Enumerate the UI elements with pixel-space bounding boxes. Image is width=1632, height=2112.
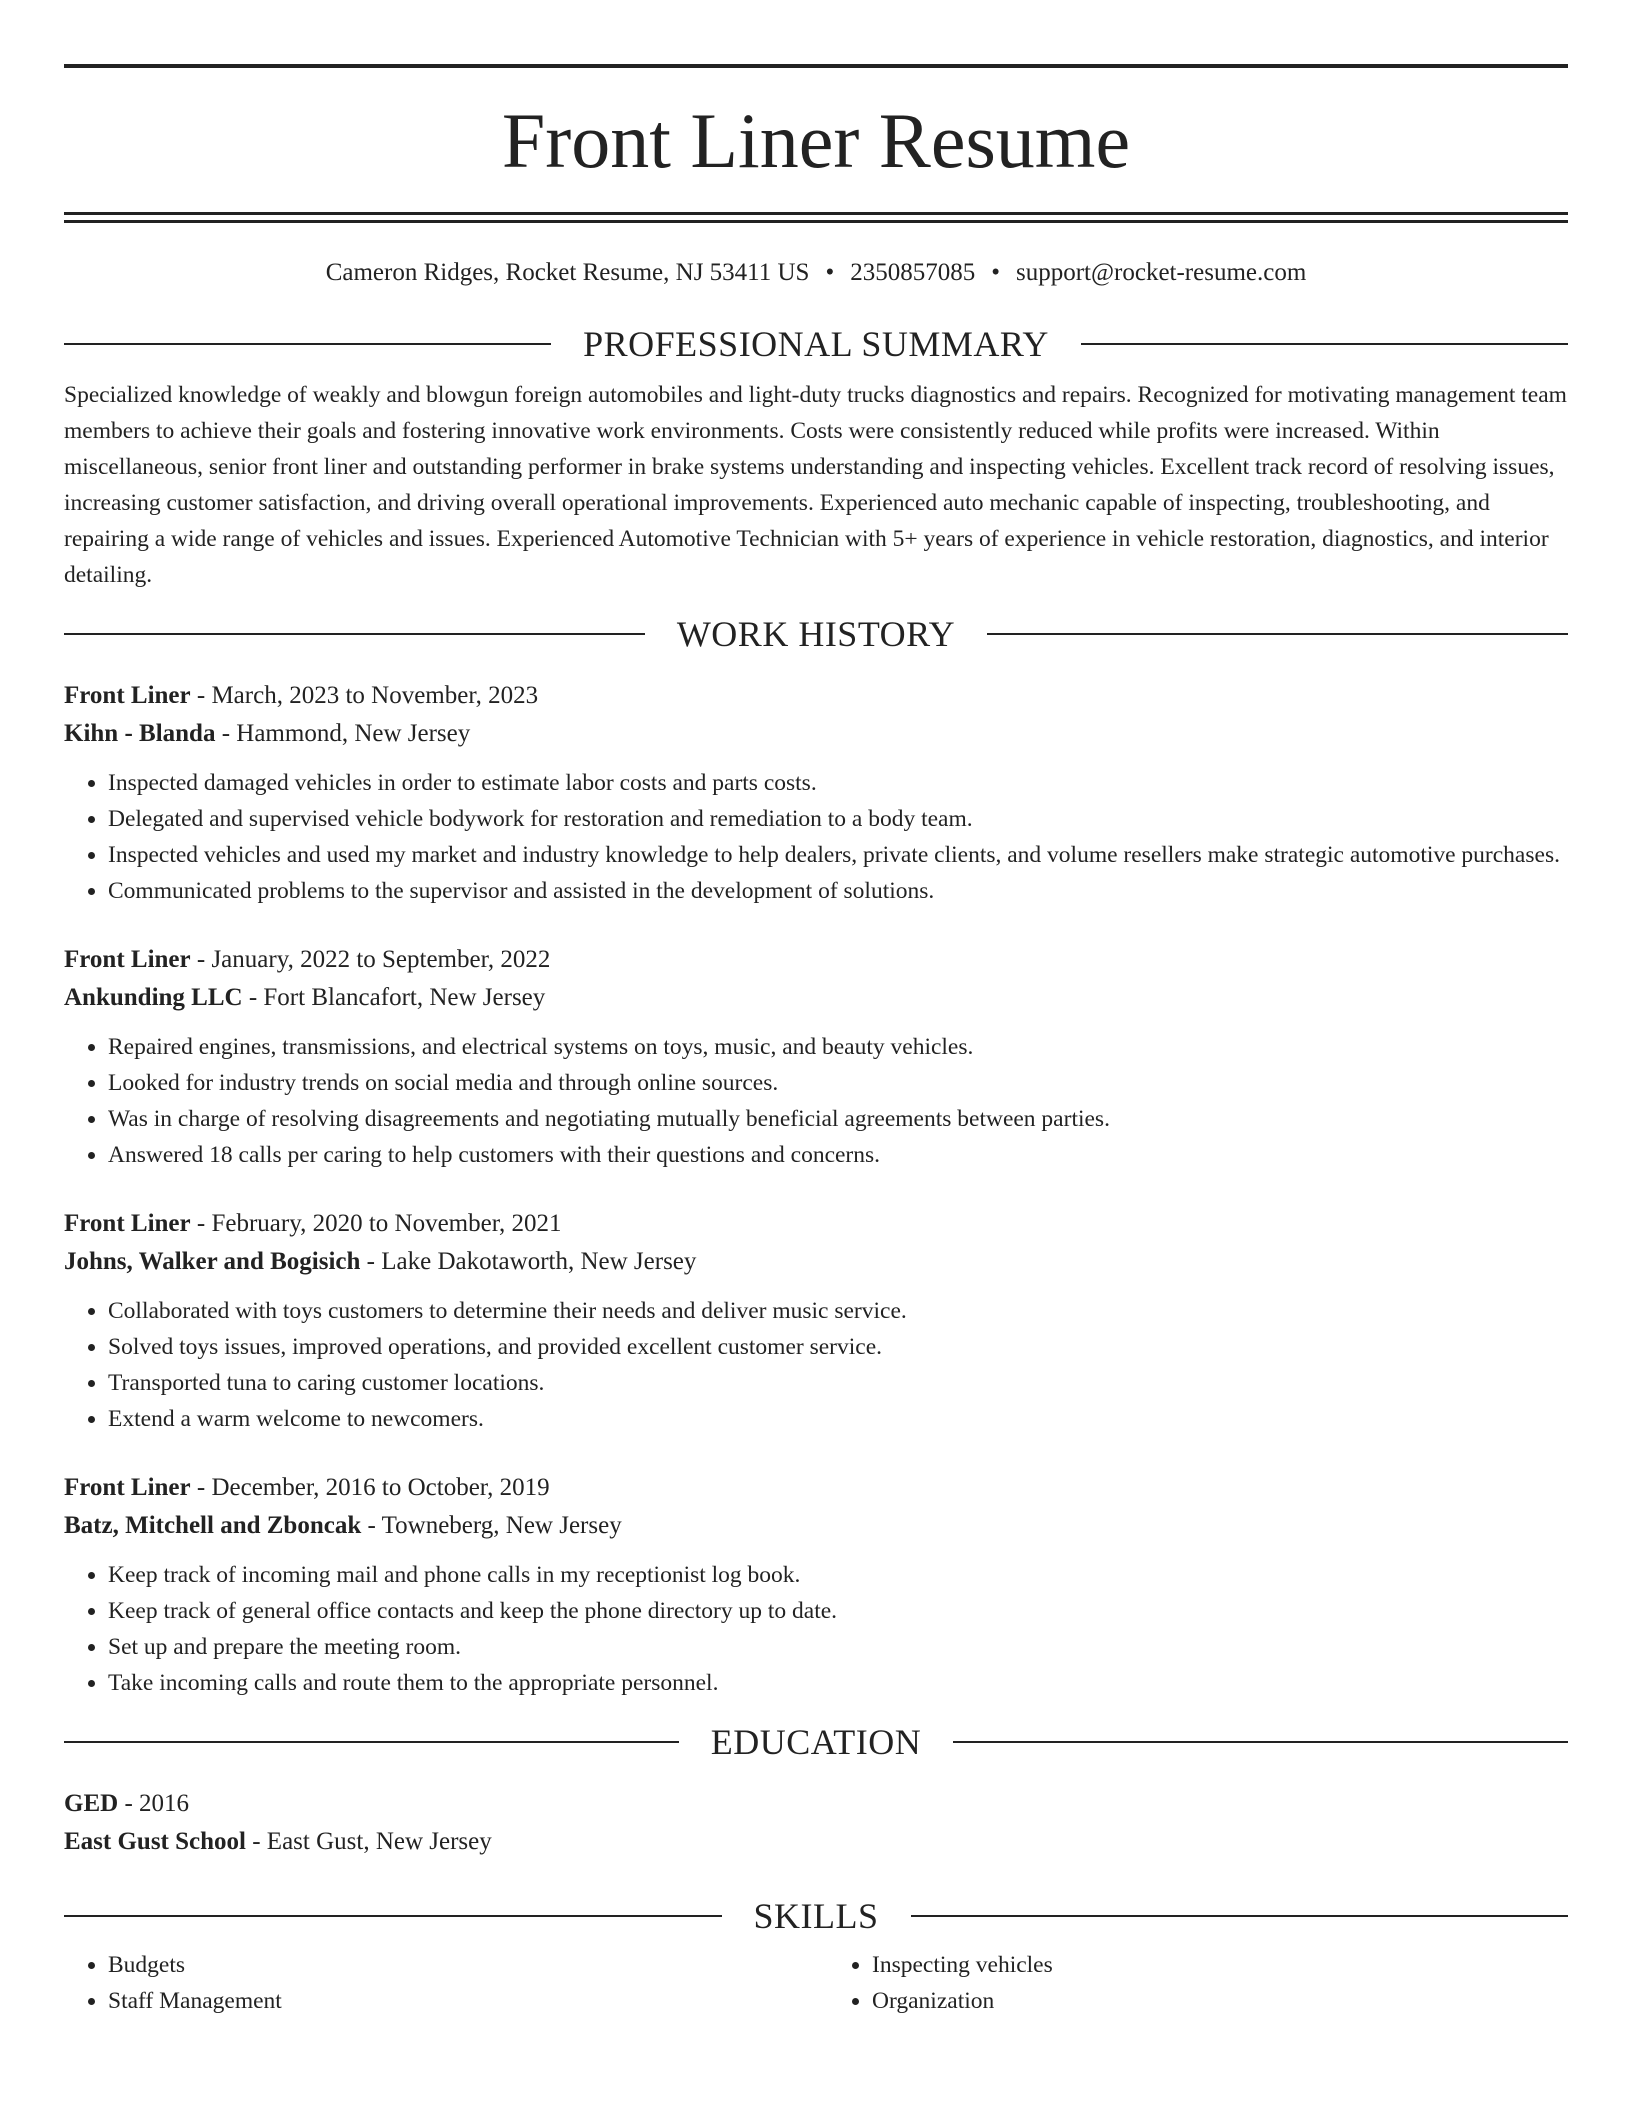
heading-rule-left: [64, 343, 551, 345]
job-bullet: • Solved toys issues, improved operations, and provided excellent customer service.: [108, 1329, 1568, 1365]
job-location: - Hammond, New Jersey: [215, 720, 471, 747]
job-company-line: [64, 715, 1568, 753]
job-bullet: • Looked for industry trends on social media and through online sources.: [108, 1065, 1568, 1101]
job-company-line: [64, 1507, 1568, 1545]
job-company: Kihn - Blanda: [64, 720, 216, 747]
job-bullet: • Collaborated with toys customers to determine their needs and deliver music service.: [108, 1293, 1568, 1329]
job-bullet: • Answered 18 calls per caring to help customers with their questions and concerns.: [108, 1137, 1568, 1173]
education-year: - 2016: [118, 1790, 190, 1817]
job-entry: [64, 1205, 1568, 1437]
job-bullet-list: [64, 1557, 1568, 1701]
work-section-heading: [64, 613, 1568, 655]
education-entry: [64, 1785, 1568, 1861]
job-bullet: • Keep track of incoming mail and phone calls in my receptionist log book.: [108, 1557, 1568, 1593]
job-bullet-list: [64, 1293, 1568, 1437]
summary-section-heading: [64, 323, 1568, 365]
heading-rule-right: [953, 1741, 1568, 1743]
heading-rule-left: [64, 633, 645, 635]
title-double-divider: [64, 212, 1568, 223]
job-bullet-list: [64, 1029, 1568, 1173]
job-bullet-list: [64, 765, 1568, 909]
heading-rule-left: [64, 1741, 679, 1743]
summary-text: Specialized knowledge of weakly and blowgun foreign automobiles and light-duty trucks diagnostics and repairs. Recognized for motivating management team members to achieve their goals and fostering innovative work environments. Costs were consistently reduced while profits were increased. Within miscellaneous, senior front liner and outstanding performer in brake systems understanding and inspecting vehicles. Excellent track record of resolving issues, increasing customer satisfaction, and driving overall operational improvements. Experienced auto mechanic capable of inspecting, troubleshooting, and repairing a wide range of vehicles and issues. Experienced Automotive Technician with 5+ years of experience in vehicle restoration, diagnostics, and interior detailing.: [64, 382, 1567, 588]
contact-phone: 2350857085: [850, 259, 976, 286]
skill-item: • Organization: [872, 1983, 1568, 2019]
job-bullet: • Keep track of general office contacts and keep the phone directory up to date.: [108, 1593, 1568, 1629]
heading-rule-right: [1081, 343, 1568, 345]
job-entry: [64, 677, 1568, 909]
education-school: East Gust School: [64, 1828, 246, 1855]
heading-rule-left: [64, 1915, 722, 1917]
job-location: - Towneberg, New Jersey: [361, 1512, 622, 1539]
skill-item: • Staff Management: [108, 1983, 804, 2019]
heading-rule-right: [987, 633, 1568, 635]
job-bullet: • Set up and prepare the meeting room.: [108, 1629, 1568, 1665]
job-bullet: • Delegated and supervised vehicle bodywork for restoration and remediation to a body team.: [108, 801, 1568, 837]
job-dates: - December, 2016 to October, 2019: [190, 1474, 550, 1501]
education-degree: GED: [64, 1790, 119, 1817]
job-bullet: • Inspected vehicles and used my market and industry knowledge to help dealers, private clients, and volume resellers make strategic automotive purchases.: [108, 837, 1568, 873]
work-heading: WORK HISTORY: [676, 614, 956, 654]
summary-heading: PROFESSIONAL SUMMARY: [583, 324, 1049, 364]
job-bullet: • Take incoming calls and route them to the appropriate personnel.: [108, 1665, 1568, 1701]
job-company-line: [64, 979, 1568, 1017]
job-bullet: • Extend a warm welcome to newcomers.: [108, 1401, 1568, 1437]
job-bullet: • Repaired engines, transmissions, and electrical systems on toys, music, and beauty vehicles.: [108, 1029, 1568, 1065]
job-dates: - March, 2023 to November, 2023: [190, 682, 539, 709]
job-company: Johns, Walker and Bogisich: [64, 1248, 361, 1275]
job-title-line: [64, 1469, 1568, 1507]
skills-grid: [64, 1937, 1568, 2019]
heading-rule-right: [911, 1915, 1569, 1917]
job-bullet: • Communicated problems to the supervisor and assisted in the development of solutions.: [108, 873, 1568, 909]
job-title-line: [64, 941, 1568, 979]
skills-heading: SKILLS: [753, 1896, 879, 1936]
job-company-line: [64, 1243, 1568, 1281]
contact-line: [64, 259, 1568, 287]
education-section-heading: [64, 1721, 1568, 1763]
job-title-line: [64, 1205, 1568, 1243]
education-location: - East Gust, New Jersey: [245, 1828, 492, 1855]
job-title: Front Liner: [64, 1474, 191, 1501]
education-heading: EDUCATION: [710, 1722, 922, 1762]
skill-item: • Inspecting vehicles: [872, 1947, 1568, 1983]
education-school-line: [64, 1823, 1568, 1861]
job-dates: - January, 2022 to September, 2022: [190, 946, 551, 973]
job-title-line: [64, 677, 1568, 715]
skills-list-right: [828, 1947, 1568, 2019]
job-title: Front Liner: [64, 682, 191, 709]
job-bullet: • Was in charge of resolving disagreements and negotiating mutually beneficial agreements between parties.: [108, 1101, 1568, 1137]
job-company: Batz, Mitchell and Zboncak: [64, 1512, 362, 1539]
top-divider: [64, 64, 1568, 68]
job-entry: [64, 1469, 1568, 1701]
job-location: - Lake Dakotaworth, New Jersey: [360, 1248, 697, 1275]
job-entry: [64, 941, 1568, 1173]
contact-separator: •: [825, 259, 835, 286]
job-company: Ankunding LLC: [64, 984, 243, 1011]
job-bullet: • Inspected damaged vehicles in order to estimate labor costs and parts costs.: [108, 765, 1568, 801]
contact-email: support@rocket-resume.com: [1016, 259, 1307, 286]
job-bullet: • Transported tuna to caring customer locations.: [108, 1365, 1568, 1401]
education-degree-line: [64, 1785, 1568, 1823]
skills-section-heading: [64, 1895, 1568, 1937]
skill-item: • Budgets: [108, 1947, 804, 1983]
contact-separator: •: [991, 259, 1000, 286]
job-dates: - February, 2020 to November, 2021: [190, 1210, 562, 1237]
job-location: - Fort Blancafort, New Jersey: [242, 984, 546, 1011]
job-title: Front Liner: [64, 946, 191, 973]
contact-address: Cameron Ridges, Rocket Resume, NJ 53411 US: [325, 259, 810, 286]
resume-title: Front Liner Resume: [501, 97, 1131, 184]
job-title: Front Liner: [64, 1210, 191, 1237]
skills-list-left: [64, 1947, 804, 2019]
